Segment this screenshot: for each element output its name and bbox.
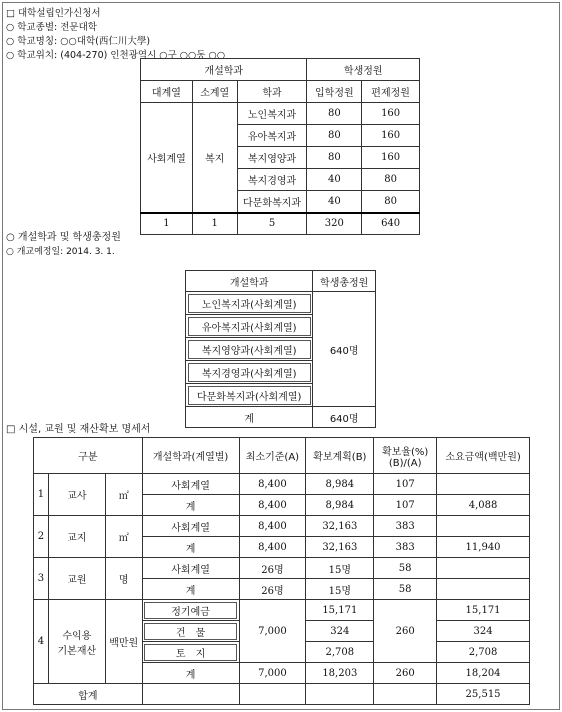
empty-cell bbox=[306, 684, 374, 705]
plan-cell: 15명 bbox=[306, 558, 374, 579]
header-ratio bbox=[374, 438, 437, 474]
school-type: ○ 학교종별: 전문대학 bbox=[6, 22, 97, 33]
field-cell: 사회계열 bbox=[142, 474, 239, 495]
group-number: 1 bbox=[34, 474, 49, 516]
ratio-cell: 260 bbox=[374, 600, 437, 663]
enrollment-cell: 160 bbox=[362, 125, 420, 147]
field-cell: 토 지 bbox=[142, 642, 239, 663]
header-major-field: 대계열 bbox=[141, 81, 193, 103]
header-ratio-formula: (B)/(A) bbox=[388, 457, 422, 469]
plan-cell: 32,163 bbox=[306, 537, 374, 558]
admission-cell: 80 bbox=[307, 125, 362, 147]
ratio-cell: 383 bbox=[374, 516, 437, 537]
header-category: 구분 bbox=[34, 438, 143, 474]
major-field-cell: 사회계열 bbox=[141, 103, 193, 213]
amount-cell: 18,204 bbox=[437, 663, 530, 684]
field-cell: 계 bbox=[142, 663, 239, 684]
min-cell: 8,400 bbox=[239, 495, 306, 516]
school-name: ○ 학교명칭: ○○대학(西仁川大學) bbox=[6, 36, 151, 47]
group-unit: ㎡ bbox=[105, 474, 142, 516]
amount-cell: 11,940 bbox=[437, 537, 530, 558]
grand-total-label: 합계 bbox=[34, 684, 143, 705]
department-cell: 유아복지과 bbox=[237, 125, 307, 147]
facility-asset-table bbox=[33, 437, 530, 705]
header-department-group: 개설학과 bbox=[141, 59, 307, 81]
header-student-quota: 학생정원 bbox=[307, 59, 420, 81]
admission-cell: 80 bbox=[307, 103, 362, 125]
admission-cell: 80 bbox=[307, 147, 362, 169]
header-admission: 입학정원 bbox=[307, 81, 362, 103]
sum-value: 640명 bbox=[313, 407, 376, 428]
group-number: 2 bbox=[34, 516, 49, 558]
field-cell: 계 bbox=[142, 537, 239, 558]
empty-cell bbox=[374, 684, 437, 705]
total-quota-cell: 640명 bbox=[313, 292, 376, 407]
department-cell: 다문화복지과(사회계열) bbox=[186, 384, 313, 407]
department-cell: 복지경영과(사회계열) bbox=[186, 361, 313, 384]
header-minor-field: 소계열 bbox=[192, 81, 237, 103]
grand-total-amount: 25,515 bbox=[437, 684, 530, 705]
section3-title: □ 시설, 교원 및 재산확보 명세서 bbox=[6, 424, 151, 435]
section2-title: ○ 개설학과 및 학생총정원 bbox=[6, 232, 121, 243]
empty-cell bbox=[142, 684, 239, 705]
ratio-cell: 107 bbox=[374, 495, 437, 516]
amount-cell bbox=[437, 474, 530, 495]
department-cell: 유아복지과(사회계열) bbox=[186, 315, 313, 338]
plan-cell: 324 bbox=[306, 621, 374, 642]
amount-cell bbox=[437, 516, 530, 537]
field-cell: 사회계열 bbox=[142, 558, 239, 579]
field-cell: 계 bbox=[142, 579, 239, 600]
field-cell: 정기예금 bbox=[142, 600, 239, 621]
field-cell: 계 bbox=[142, 495, 239, 516]
amount-cell bbox=[437, 579, 530, 600]
group-name: 교사 bbox=[48, 474, 105, 516]
min-cell: 8,400 bbox=[239, 474, 306, 495]
school-location: ○ 학교위치: (404-270) 인천광역시 ○구 ○○동 ○○ bbox=[6, 50, 226, 61]
admission-cell: 40 bbox=[307, 169, 362, 191]
header-plan: 확보계획(B) bbox=[306, 438, 374, 474]
header-amount: 소요금액(백만원) bbox=[437, 438, 530, 474]
group-name: 교원 bbox=[48, 558, 105, 600]
enrollment-cell: 80 bbox=[362, 169, 420, 191]
field-cell: 건 물 bbox=[142, 621, 239, 642]
group-unit: 명 bbox=[105, 558, 142, 600]
total-quota-table bbox=[185, 270, 376, 428]
field-cell: 사회계열 bbox=[142, 516, 239, 537]
min-cell: 26명 bbox=[239, 579, 306, 600]
group-name: 교지 bbox=[48, 516, 105, 558]
minor-field-cell: 복지 bbox=[192, 103, 237, 213]
department-cell: 복지경영과 bbox=[237, 169, 307, 191]
min-cell: 26명 bbox=[239, 558, 306, 579]
amount-cell: 15,171 bbox=[437, 600, 530, 621]
header-total-quota: 학생총정원 bbox=[313, 271, 376, 292]
total-department-count: 5 bbox=[237, 213, 307, 235]
min-cell: 7,000 bbox=[239, 663, 306, 684]
total-minor-count: 1 bbox=[192, 213, 237, 235]
enrollment-cell: 80 bbox=[362, 191, 420, 213]
ratio-cell: 107 bbox=[374, 474, 437, 495]
total-enrollment: 640 bbox=[362, 213, 420, 235]
plan-cell: 15명 bbox=[306, 579, 374, 600]
amount-cell: 2,708 bbox=[437, 642, 530, 663]
amount-cell: 324 bbox=[437, 621, 530, 642]
department-cell: 노인복지과 bbox=[237, 103, 307, 125]
group-number: 4 bbox=[34, 600, 49, 684]
admission-cell: 40 bbox=[307, 191, 362, 213]
department-cell: 다문화복지과 bbox=[237, 191, 307, 213]
min-cell: 7,000 bbox=[239, 600, 306, 663]
min-cell: 8,400 bbox=[239, 537, 306, 558]
group-name-line1: 수익용 bbox=[62, 630, 92, 642]
group-name bbox=[48, 600, 105, 684]
plan-cell: 15,171 bbox=[306, 600, 374, 621]
group-unit: ㎡ bbox=[105, 516, 142, 558]
min-cell: 8,400 bbox=[239, 516, 306, 537]
empty-cell bbox=[239, 684, 306, 705]
amount-cell bbox=[437, 558, 530, 579]
ratio-cell: 58 bbox=[374, 558, 437, 579]
group-name-line2: 기본재산 bbox=[57, 645, 97, 657]
plan-cell: 8,984 bbox=[306, 495, 374, 516]
ratio-cell: 58 bbox=[374, 579, 437, 600]
header-enrollment: 편제정원 bbox=[362, 81, 420, 103]
ratio-cell: 260 bbox=[374, 663, 437, 684]
header-dept-field: 개설학과(계열별) bbox=[142, 438, 239, 474]
header-department: 개설학과 bbox=[186, 271, 313, 292]
header-min-standard: 최소기준(A) bbox=[239, 438, 306, 474]
group-unit: 백만원 bbox=[105, 600, 142, 684]
sum-label: 계 bbox=[186, 407, 313, 428]
department-cell: 복지영양과 bbox=[237, 147, 307, 169]
plan-cell: 18,203 bbox=[306, 663, 374, 684]
document-title: □ 대학설립인가신청서 bbox=[6, 8, 101, 19]
plan-cell: 8,984 bbox=[306, 474, 374, 495]
plan-cell: 32,163 bbox=[306, 516, 374, 537]
header-ratio-label: 확보율(%) bbox=[382, 446, 429, 458]
plan-cell: 2,708 bbox=[306, 642, 374, 663]
group-number: 3 bbox=[34, 558, 49, 600]
opening-date: ○ 개교예정일: 2014. 3. 1. bbox=[6, 247, 115, 257]
enrollment-cell: 160 bbox=[362, 103, 420, 125]
amount-cell: 4,088 bbox=[437, 495, 530, 516]
total-major-count: 1 bbox=[141, 213, 193, 235]
ratio-cell: 383 bbox=[374, 537, 437, 558]
department-cell: 노인복지과(사회계열) bbox=[186, 292, 313, 315]
header-department: 학과 bbox=[237, 81, 307, 103]
department-quota-table bbox=[140, 58, 420, 235]
enrollment-cell: 160 bbox=[362, 147, 420, 169]
total-admission: 320 bbox=[307, 213, 362, 235]
department-cell: 복지영양과(사회계열) bbox=[186, 338, 313, 361]
